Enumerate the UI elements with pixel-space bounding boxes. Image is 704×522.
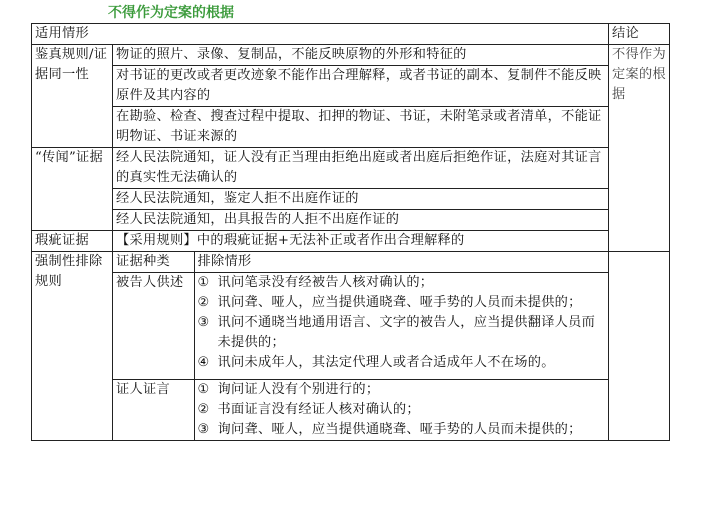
item-number: ③ — [197, 315, 210, 330]
rule-cell: 经人民法院通知，证人没有正当理由拒绝出庭或者出庭后拒绝作证，法庭对其证言的真实性无法确认的 — [113, 148, 609, 189]
item-text: 询问证人没有个别进行的； — [217, 382, 380, 397]
table-row — [32, 107, 670, 148]
item-text: 讯问不通晓当地通用语言、文字的被告人，应当提供翻译人员而未提供的； — [217, 315, 596, 350]
item-text: 讯问未成年人，其法定代理人或者合适成年人不在场的。 — [217, 355, 555, 370]
item-number: ① — [197, 275, 210, 290]
exclusion-list — [194, 273, 608, 380]
rule-cell: 【采用规则】中的瑕疵证据+无法补正或者作出合理解释的 — [113, 231, 609, 252]
table-row — [32, 189, 670, 210]
list-item — [198, 420, 606, 440]
rule-cell: 经人民法院通知，出具报告的人拒不出庭作证的 — [113, 210, 609, 231]
item-number: ③ — [197, 422, 210, 437]
header-situation: 适用情形 — [32, 24, 609, 45]
list-item — [198, 380, 606, 400]
list-item — [198, 293, 606, 313]
item-text: 询问聋、哑人，应当提供通晓聋、哑手势的人员而未提供的； — [217, 422, 582, 437]
table-row — [32, 66, 670, 107]
table-row — [32, 252, 670, 441]
rule-cell: 经人民法院通知，鉴定人拒不出庭作证的 — [113, 189, 609, 210]
rule-cell: 对书证的更改或者更改迹象不能作出合理解释，或者书证的副本、复制件不能反映原件及其内容的 — [113, 66, 609, 107]
item-text: 讯问聋、哑人，应当提供通晓聋、哑手势的人员而未提供的； — [217, 295, 582, 310]
table-row — [32, 148, 670, 189]
list-item — [198, 313, 606, 353]
exclusion-list — [194, 380, 608, 441]
table-row — [32, 45, 670, 66]
item-number: ② — [197, 402, 210, 417]
conclusion-cell-empty — [609, 252, 670, 441]
list-item — [198, 400, 606, 420]
rule-cell: 物证的照片、录像、复制品，不能反映原物的外形和特征的 — [113, 45, 609, 66]
group-label-hearsay: “传闻”证据 — [32, 148, 113, 231]
exclusion-cell — [113, 252, 609, 441]
rule-cell: 在勘验、检查、搜查过程中提取、扣押的物证、书证，未附笔录或者清单，不能证明物证、书证来源的 — [113, 107, 609, 148]
table-row — [32, 210, 670, 231]
list-item — [198, 273, 606, 293]
item-text: 讯问笔录没有经被告人核对确认的； — [217, 275, 434, 290]
item-number: ④ — [197, 355, 210, 370]
table-row — [32, 231, 670, 252]
table-row — [113, 380, 608, 441]
item-number: ② — [197, 295, 210, 310]
subtable-header-row — [113, 252, 608, 273]
conclusion-cell: 不得作为定案的根据 — [609, 45, 670, 252]
evidence-type: 被告人供述 — [113, 273, 194, 380]
table-row — [113, 273, 608, 380]
item-number: ① — [197, 382, 210, 397]
list-item — [198, 353, 606, 373]
subtable-header-type: 证据种类 — [113, 252, 194, 273]
page-title: 不得作为定案的根据 — [108, 5, 234, 21]
exclusion-subtable — [113, 252, 608, 440]
group-label-authentication: 鉴真规则/证据同一性 — [32, 45, 113, 148]
evidence-type: 证人证言 — [113, 380, 194, 441]
item-text: 书面证言没有经证人核对确认的； — [217, 402, 420, 417]
group-label-exclusion: 强制性排除规则 — [32, 252, 113, 441]
subtable-header-case: 排除情形 — [194, 252, 608, 273]
rules-table — [31, 23, 670, 441]
group-label-flawed: 瑕疵证据 — [32, 231, 113, 252]
header-row — [32, 24, 670, 45]
header-conclusion: 结论 — [609, 24, 670, 45]
